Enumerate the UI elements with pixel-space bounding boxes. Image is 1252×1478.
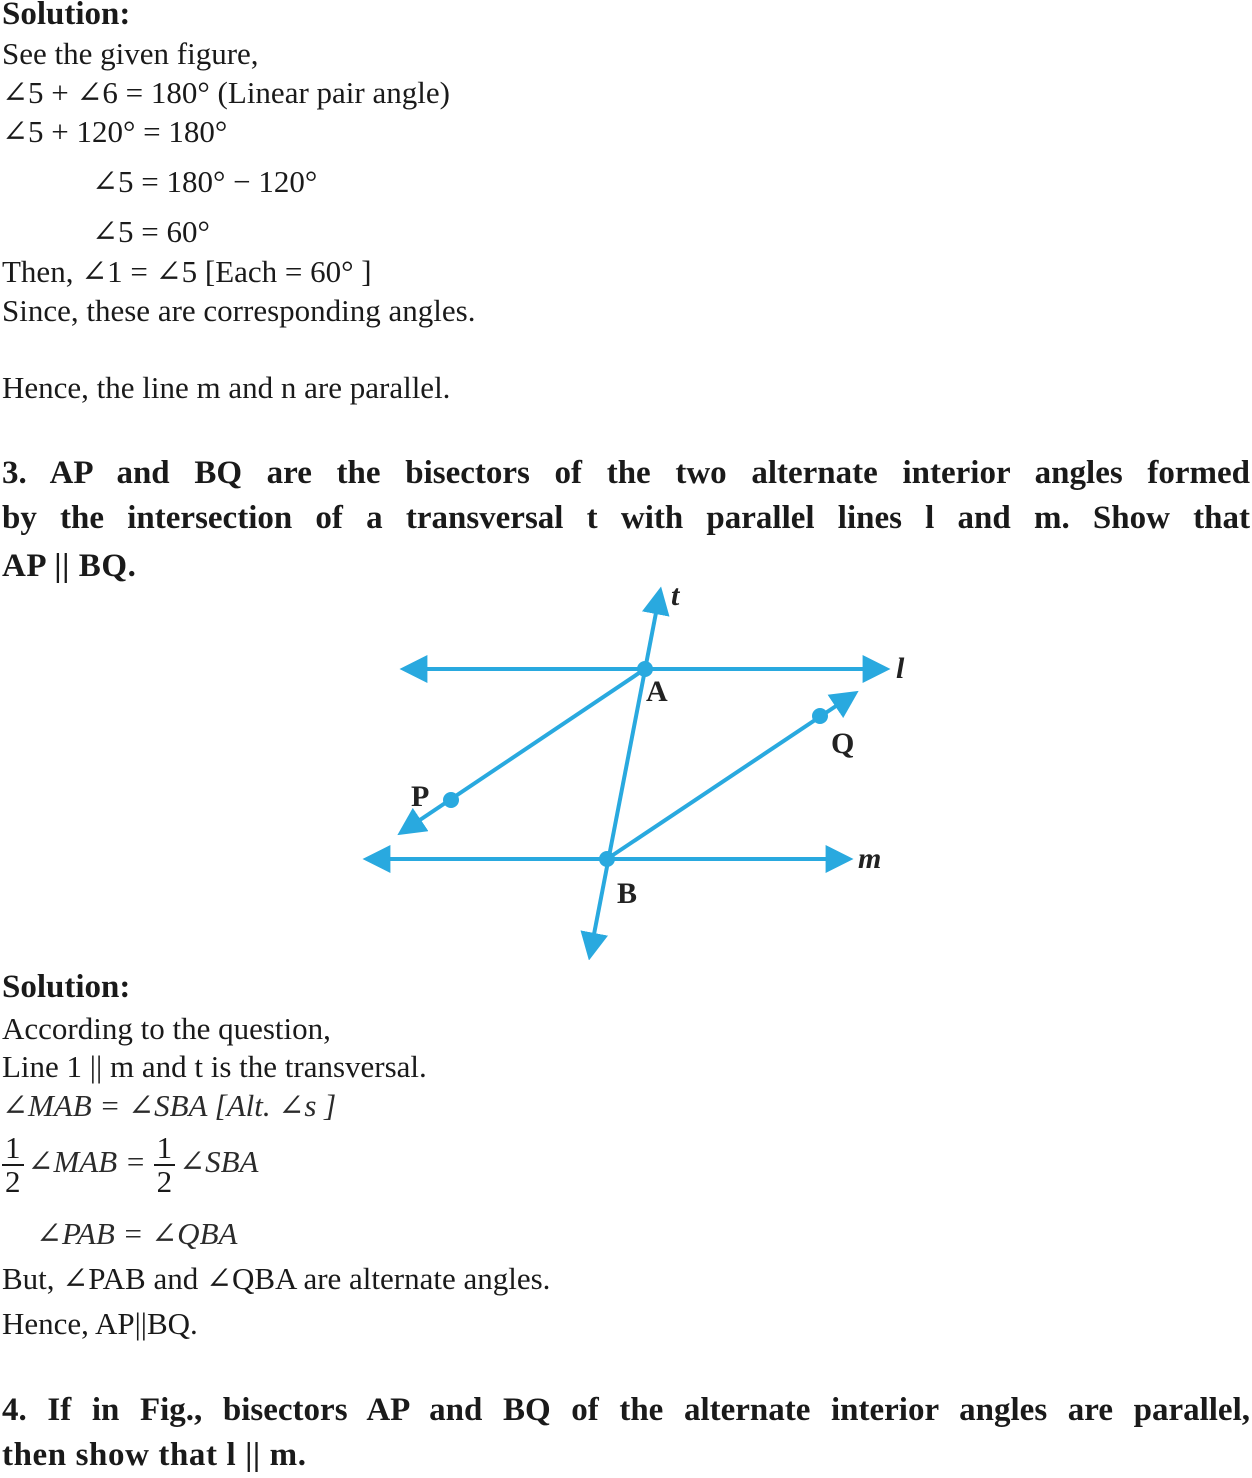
parallel-lines-figure (0, 580, 1252, 960)
label-l: l (896, 652, 905, 685)
solution-line: ∠5 = 180° − 120° (92, 164, 318, 199)
solution-line: ∠5 = 60° (92, 214, 210, 249)
solution-line: ∠5 + 120° = 180° (2, 114, 228, 149)
question-4-line: then show that l || m. (2, 1437, 307, 1473)
bisector-ap (402, 669, 645, 832)
label-a: A (646, 675, 668, 708)
solution-line: Line 1 || m and t is the transversal. (2, 1049, 427, 1084)
conclusion-line: Hence, AP||BQ. (2, 1306, 198, 1341)
solution-line: ∠PAB = ∠QBA (36, 1216, 238, 1251)
solution-line: Then, ∠1 = ∠5 [Each = 60° ] (2, 254, 372, 289)
conclusion-line: Hence, the line m and n are parallel. (2, 370, 451, 405)
fraction: $\frac{1}{2}$ (154, 1132, 176, 1198)
question-4-line: 4. If in Fig., bisectors AP and BQ of the alternate interior angles are parallel, (2, 1392, 1250, 1428)
label-t: t (671, 580, 680, 612)
point-p (443, 792, 459, 808)
solution-line: ∠MAB = ∠SBA [Alt. ∠s ] (2, 1088, 337, 1123)
point-q (812, 708, 828, 724)
fraction-equation: $\frac{1}{2}$ ∠MAB = $\frac{1}{2}$ ∠SBA (2, 1132, 258, 1198)
solution-line: ∠5 + ∠6 = 180° (Linear pair angle) (2, 75, 450, 110)
solution-heading: Solution: (2, 969, 131, 1005)
solution-line: According to the question, (2, 1011, 331, 1046)
solution-line: See the given figure, (2, 36, 259, 71)
solution-line: But, ∠PAB and ∠QBA are alternate angles. (2, 1261, 551, 1296)
label-q: Q (831, 727, 855, 760)
question-3-line: 3. AP and BQ are the bisectors of the two alternate interior angles formed (2, 455, 1250, 491)
question-3-line: by the intersection of a transversal t with parallel lines l and m. Show that (2, 500, 1250, 536)
point-b (599, 851, 615, 867)
label-b: B (617, 877, 638, 910)
solution-heading: Solution: (2, 0, 131, 32)
question-3-line: AP || BQ. (2, 548, 137, 584)
label-p: P (411, 780, 430, 813)
label-m: m (858, 842, 882, 875)
solution-line: Since, these are corresponding angles. (2, 293, 476, 328)
fraction: $\frac{1}{2}$ (2, 1132, 24, 1198)
